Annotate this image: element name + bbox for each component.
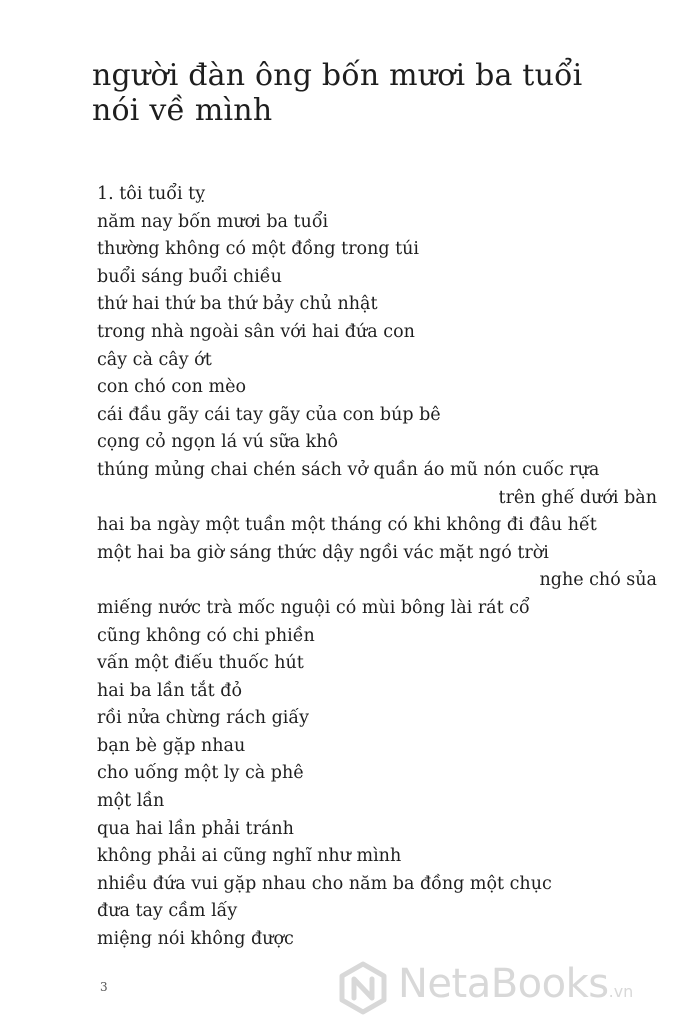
poem-line: trong nhà ngoài sân với hai đứa con xyxy=(97,321,415,342)
poem-line: thường không có một đồng trong túi xyxy=(97,239,420,260)
poem-line: năm nay bốn mươi ba tuổi xyxy=(97,211,329,232)
poem-line: thứ hai thứ ba thứ bảy chủ nhật xyxy=(97,294,378,315)
watermark-brand-name: NetaBooks xyxy=(398,961,609,1007)
poem-body xyxy=(97,181,657,954)
poem-line-continuation: nghe chó sủa xyxy=(539,570,657,591)
poem-title xyxy=(92,58,582,128)
poem-title-line-1: người đàn ông bốn mươi ba tuổi xyxy=(92,58,583,93)
poem-line: qua hai lần phải tránh xyxy=(97,818,294,839)
poem-title-line-2: nói về mình xyxy=(92,93,273,128)
poem-line: cọng cỏ ngọn lá vú sữa khô xyxy=(97,432,339,453)
poem-line: rồi nửa chừng rách giấy xyxy=(97,708,309,729)
poem-line: 1. tôi tuổi tỵ xyxy=(97,184,206,204)
poem-line: cây cà cây ớt xyxy=(97,349,212,370)
watermark-brand-tld: .vn xyxy=(608,982,634,1001)
poem-line: thúng mủng chai chén sách vở quần áo mũ nón cuốc rựa xyxy=(97,459,600,480)
poem-line: con chó con mèo xyxy=(97,377,246,398)
poem-line: vấn một điếu thuốc hút xyxy=(97,653,304,674)
poem-line: miếng nước trà mốc nguội có mùi bông lài rát cổ xyxy=(97,597,530,618)
poem-line: đưa tay cầm lấy xyxy=(97,901,238,922)
poem-line-continuation: trên ghế dưới bàn xyxy=(498,487,657,508)
poem-line: miệng nói không được xyxy=(97,929,294,950)
poem-line: buổi sáng buổi chiều xyxy=(97,266,282,287)
watermark-brand xyxy=(398,962,633,1014)
page-number: 3 xyxy=(100,980,108,994)
poem-line: nhiều đứa vui gặp nhau cho năm ba đồng một chục xyxy=(97,873,552,894)
poem-line: một hai ba giờ sáng thức dậy ngồi vác mặt ngó trời xyxy=(97,542,549,563)
poem-line: một lần xyxy=(97,791,165,812)
netabooks-logo-icon xyxy=(336,961,390,1015)
poem-line: bạn bè gặp nhau xyxy=(97,735,246,756)
poem-line: cái đầu gãy cái tay gãy của con búp bê xyxy=(97,404,441,425)
poem-line: không phải ai cũng nghĩ như mình xyxy=(97,846,402,867)
poem-line: hai ba ngày một tuần một tháng có khi không đi đâu hết xyxy=(97,515,597,536)
poem-line: cho uống một ly cà phê xyxy=(97,763,304,784)
poem-line: cũng không có chi phiền xyxy=(97,625,315,646)
poem-line: hai ba lần tắt đỏ xyxy=(97,680,243,701)
netabooks-watermark xyxy=(336,958,633,1018)
